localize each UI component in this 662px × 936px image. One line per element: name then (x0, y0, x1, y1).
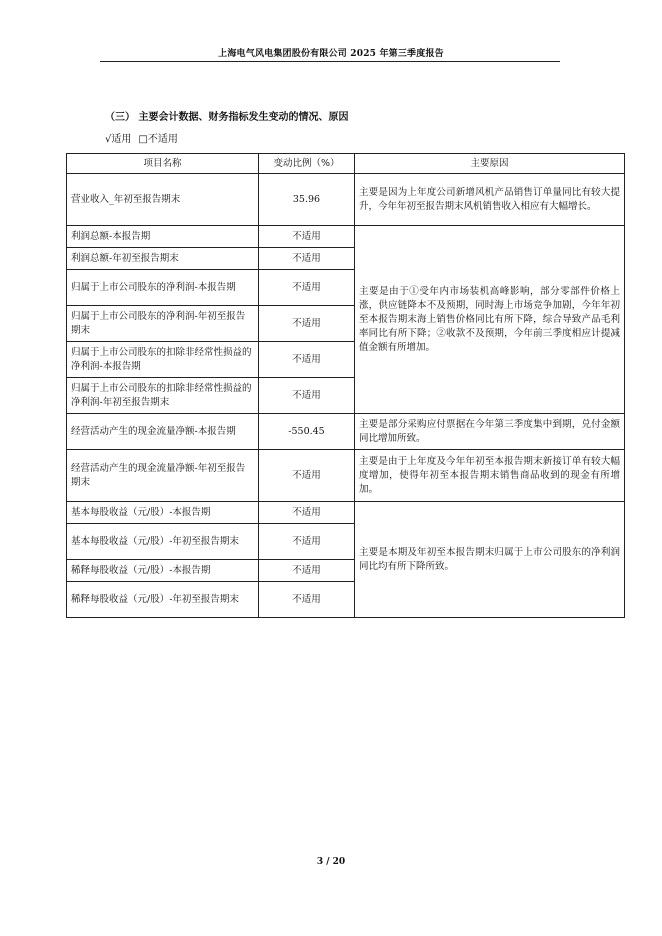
applicable-option: √适用 (105, 134, 132, 145)
item-cell: 利润总额-本报告期 (67, 226, 259, 248)
page-header-title: 上海电气风电集团股份有限公司 2025 年第三季度报告 (218, 49, 444, 59)
ratio-cell: 35.96 (259, 174, 355, 226)
ratio-cell: 不适用 (259, 248, 355, 270)
ratio-cell: -550.45 (259, 414, 355, 450)
ratio-cell: 不适用 (259, 582, 355, 618)
item-cell: 基本每股收益（元/股）-本报告期 (67, 502, 259, 524)
item-cell: 归属于上市公司股东的扣除非经常性损益的净利润-年初至报告期末 (67, 378, 259, 414)
ratio-cell: 不适用 (259, 502, 355, 524)
table-header-row (67, 154, 625, 174)
ratio-cell: 不适用 (259, 270, 355, 306)
item-cell: 经营活动产生的现金流量净额-年初至报告期末 (67, 450, 259, 502)
item-cell: 归属于上市公司股东的净利润-年初至报告期末 (67, 306, 259, 342)
column-header-ratio: 变动比例（%） (259, 154, 355, 174)
applicability-options (105, 130, 178, 145)
item-cell: 基本每股收益（元/股）-年初至报告期末 (67, 524, 259, 560)
item-cell: 利润总额-年初至报告期末 (67, 248, 259, 270)
section-heading: （三） 主要会计数据、财务指标发生变动的情况、原因 (105, 112, 349, 123)
change-reasons-table (66, 153, 625, 618)
ratio-cell: 不适用 (259, 378, 355, 414)
not-applicable-option: □不适用 (138, 134, 178, 145)
table-row (67, 502, 625, 524)
ratio-cell: 不适用 (259, 560, 355, 582)
reason-cell: 主要是因为上年度公司新增风机产品销售订单量同比有较大提升，今年年初至报告期末风机销售收入相应有大幅增长。 (355, 174, 625, 226)
table-row (67, 450, 625, 502)
table-row (67, 414, 625, 450)
reason-cell: 主要是部分采购应付票据在今年第三季度集中到期，兑付金额同比增加所致。 (355, 414, 625, 450)
ratio-cell: 不适用 (259, 342, 355, 378)
item-cell: 稀释每股收益（元/股）-年初至报告期末 (67, 582, 259, 618)
item-cell: 归属于上市公司股东的扣除非经常性损益的净利润-本报告期 (67, 342, 259, 378)
column-header-item: 项目名称 (67, 154, 259, 174)
header-divider (100, 61, 560, 62)
table-row (67, 226, 625, 248)
ratio-cell: 不适用 (259, 226, 355, 248)
page-number: 3 / 20 (316, 857, 346, 867)
item-cell: 营业收入_年初至报告期末 (67, 174, 259, 226)
ratio-cell: 不适用 (259, 306, 355, 342)
item-cell: 归属于上市公司股东的净利润-本报告期 (67, 270, 259, 306)
reason-cell: 主要是由于上年度及今年年初至本报告期末新接订单有较大幅度增加，使得年初至本报告期末销售商品收到的现金有所增加。 (355, 450, 625, 502)
table-row (67, 174, 625, 226)
reason-cell: 主要是由于①受年内市场装机高峰影响，部分零部件价格上涨，供应链降本不及预期，同时海上市场竞争加剧，今年年初至本报告期末海上销售价格同比有所下降，综合导致产品毛利率同比有所下降；②收款不及预期，今年前三季度相应计提减值金额有所增加。 (355, 226, 625, 414)
ratio-cell: 不适用 (259, 450, 355, 502)
reason-cell: 主要是本期及年初至本报告期末归属于上市公司股东的净利润同比均有所下降所致。 (355, 502, 625, 618)
ratio-cell: 不适用 (259, 524, 355, 560)
item-cell: 经营活动产生的现金流量净额-本报告期 (67, 414, 259, 450)
item-cell: 稀释每股收益（元/股）-本报告期 (67, 560, 259, 582)
column-header-reason: 主要原因 (355, 154, 625, 174)
